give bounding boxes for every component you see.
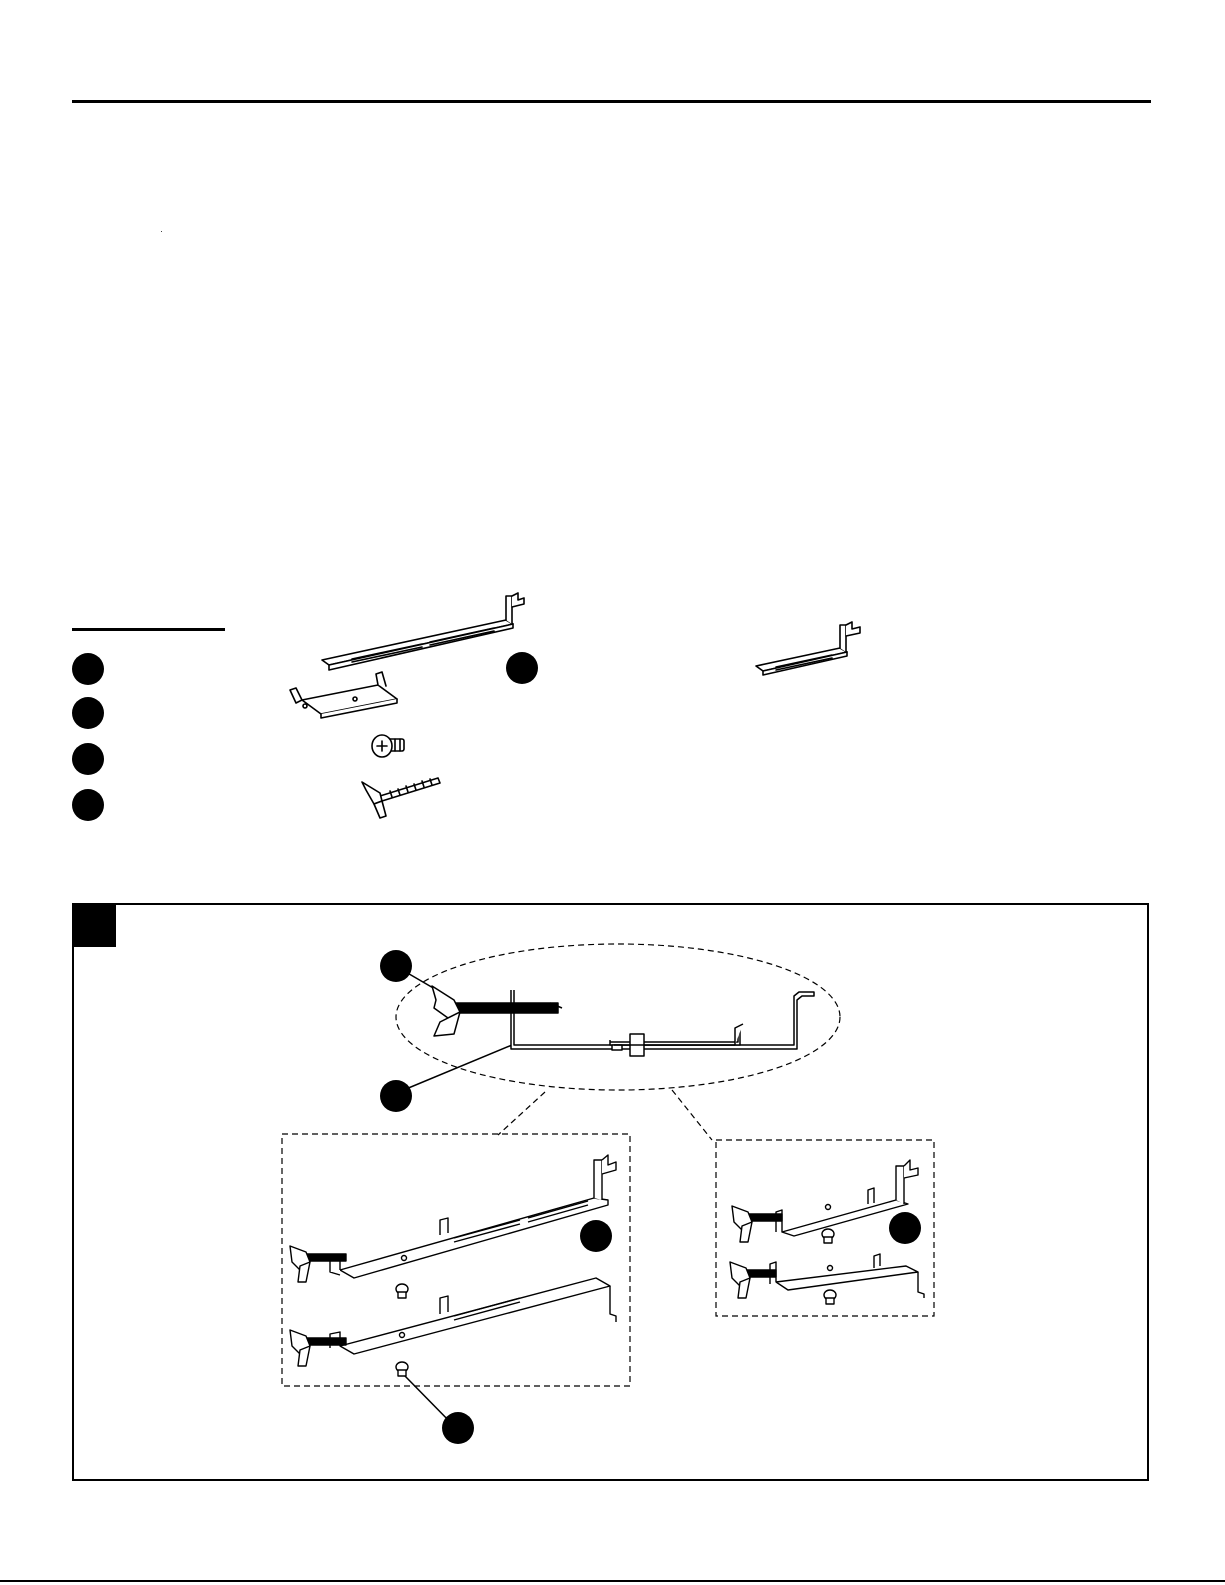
long-bracket-assembly-upper [290, 1155, 616, 1298]
side-view-wing-bolt [432, 986, 562, 1036]
long-bracket-assembly-lower [290, 1278, 616, 1376]
footer-rule [0, 1580, 1225, 1582]
side-view-bracket [511, 990, 814, 1056]
long-bracket-callout [580, 1220, 612, 1252]
short-bracket-assembly-lower [730, 1254, 924, 1304]
wing-bolt-callout [380, 950, 412, 982]
short-bracket-callout [889, 1212, 921, 1244]
screw-callout [442, 1412, 474, 1444]
bracket-callout [380, 1080, 412, 1112]
detail-ellipse [396, 944, 840, 1090]
